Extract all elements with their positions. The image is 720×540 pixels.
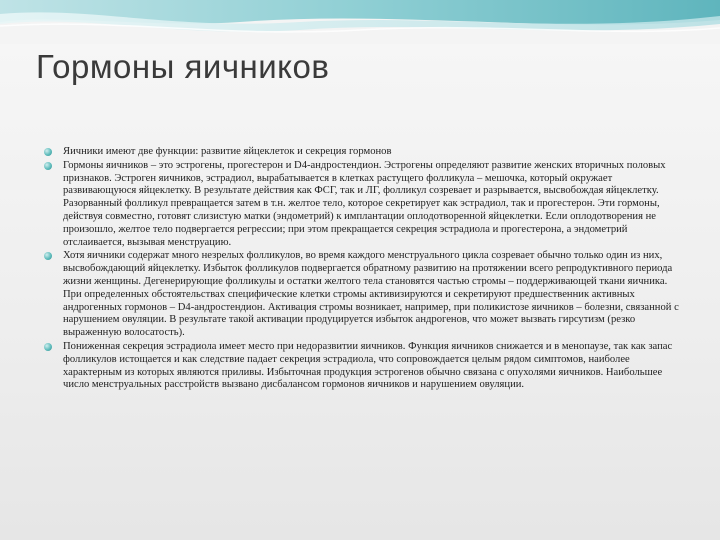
decorative-wave-band (0, 0, 720, 44)
bullet-dot-icon (44, 148, 52, 156)
bullet-text: Хотя яичники содержат много незрелых фолликулов, во время каждого менструального цикла созревает обычно только один из них, высвобождающий яйцеклетку. Избыток фолликулов подвергается обратному развитию на протяжении всего репродуктивного периода жизни женщины. Дегенерирующие фолликулы и остатки желтого тела становятся частью стромы – поддерживающей ткани яичника. При определенных обстоятельствах специфические клетки стромы активизируются и секретируют предшественник активных андрогенных гормонов – D4-андростендион. Активация стромы возникает, например, при поликистозе яичников – болезни, связанной с нарушением овуляции. В результате такой активации продуцируется избыток андрогенов, что может вызвать гирсутизм (резко выраженную волосатость). (63, 250, 679, 339)
bullet-text: Пониженная секреция эстрадиола имеет место при недоразвитии яичников. Функция яичников снижается и в менопаузе, так как запас фолликулов истощается и как следствие падает секреция эстрадиола, что сопровождается целым рядом симптомов, наиболее характерным из которых являются приливы. Избыточная продукция эстрогенов обычно связана с опухолями яичников. Наибольшее число менструальных расстройств вызвано дисбалансом гормонов яичников и нарушением овуляции. (63, 340, 673, 391)
list-item (44, 146, 688, 159)
bullet-dot-icon (44, 343, 52, 351)
list-item (44, 341, 688, 392)
slide-title: Гормоны яичников (36, 48, 330, 85)
bullet-dot-icon (44, 162, 52, 170)
bullet-text: Гормоны яичников – это эстрогены, прогестерон и D4-андростендион. Эстрогены определяют развитие женских вторичных половых признаков. Эстроген яичников, эстрадиол, вырабатывается в клетках растущего фолликула – мешочка, который окружает развивающуюся яйцеклетку. В результате действия как ФСГ, так и ЛГ, фолликул созревает и разрывается, высвобождая яйцеклетку. Разорванный фолликул превращается затем в т.н. желтое тело, которое секретирует как эстрадиол, так и прогестерон. Эти гормоны, действуя совместно, готовят слизистую матки (эндометрий) к имплантации оплодотворенной яйцеклетки. Если оплодотворения не произошло, желтое тело подвергается регрессии; при этом прекращается секреция эстрадиола и прогестерона, а эндометрий отслаивается, вызывая менструацию. (63, 159, 666, 248)
bullet-text: Яичники имеют две функции: развитие яйцеклеток и секреция гормонов (63, 146, 392, 157)
bullet-list (44, 146, 688, 393)
wave-graphic (0, 0, 720, 44)
bullet-dot-icon (44, 252, 52, 260)
list-item (44, 160, 688, 250)
list-item (44, 250, 688, 340)
